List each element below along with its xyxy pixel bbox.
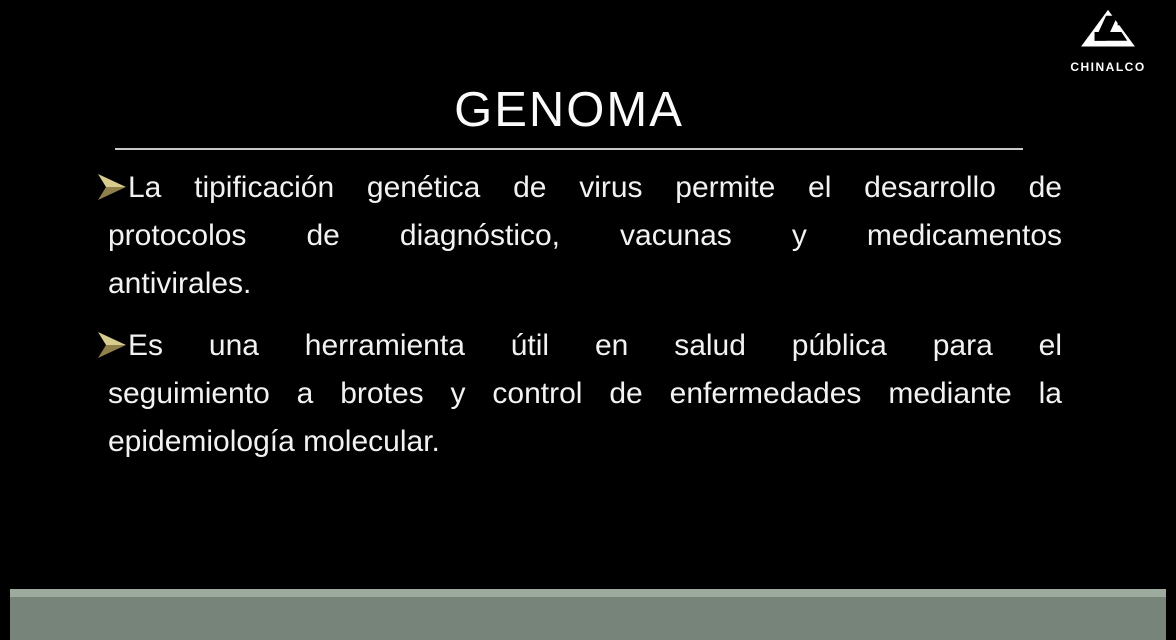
text-line: protocolos de diagnóstico, vacunas y medicamentos [108, 219, 1062, 252]
chinalco-logo-text: CHINALCO [1070, 60, 1146, 74]
text-line: Es una herramienta útil en salud pública para el [128, 329, 1062, 362]
slide-body [108, 164, 1062, 480]
title-block [115, 84, 1023, 150]
text-line: epidemiología molecular. [108, 425, 440, 458]
text-line: seguimiento a brotes y control de enfermedades mediante la [108, 377, 1062, 410]
text-line: antivirales. [108, 267, 252, 300]
slide-title: GENOMA [454, 83, 684, 137]
chinalco-triangle-icon [1079, 8, 1137, 58]
text-line: La tipificación genética de virus permite el desarrollo de [128, 171, 1062, 204]
arrow-bullet-icon [96, 171, 128, 203]
arrow-bullet-icon [96, 329, 128, 361]
footer-bar [10, 589, 1166, 640]
chinalco-logo [1062, 8, 1154, 74]
bullet-paragraph [108, 322, 1062, 466]
bullet-paragraph [108, 164, 1062, 308]
